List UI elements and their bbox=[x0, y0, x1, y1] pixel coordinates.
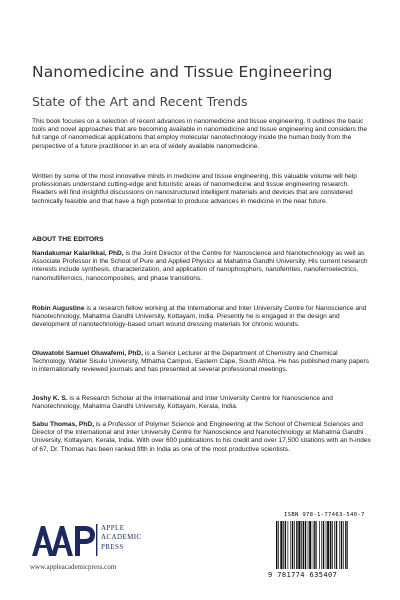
isbn-label: ISBN 978-1-77463-540-7 bbox=[284, 512, 365, 518]
publisher-name-line: ACADEMIC bbox=[101, 533, 142, 542]
publisher-name-line: PRESS bbox=[101, 542, 124, 551]
editor-name: Nandakumar Kalarikkal, PhD, bbox=[32, 250, 124, 257]
description-paragraph-2: Written by some of the most innovative minds in medicine and tissue engineering, this valuable volume will help professionals understand cutting-edge and futuristic areas of nanomedicine and tissue engineering research. Readers will find insightful discussions on nanostructured intelligent materials and devices that are considered technically feasible and that have a high potential to produce advances in medicine in the near future. bbox=[32, 173, 357, 205]
editor-name: Oluwatobi Samuel Oluwafemi, PhD, bbox=[32, 350, 144, 357]
editor-bio bbox=[32, 350, 372, 375]
editor-bio bbox=[32, 421, 372, 454]
editor-bio bbox=[32, 395, 372, 411]
publisher-logo-icon bbox=[30, 522, 98, 558]
barcode-icon bbox=[270, 521, 376, 571]
publisher-name-line: APPLE bbox=[101, 524, 125, 532]
editor-description: is the Joint Director of the Centre for Nanoscience and Nanotechnology as well as Associate Professor in the School of Pure and Applied Physics at Mahatma Gandhi University. His current research interests include synthesis, characterization, and application of nanophosphors, nanoferrites, nanoferroelectrics, nanomultiferroics, nanocomposites, and phase transitions. bbox=[32, 250, 368, 282]
editor-name: Joshy K. S. bbox=[32, 395, 68, 402]
book-title: Nanomedicine and Tissue Engineering bbox=[32, 63, 333, 81]
description-paragraph-1: This book focuses on a selection of recent advances in nanomedicine and tissue engineering. It outlines the basic tools and novel approaches that are becoming available in nanomedicine and tissue engineering and considers the full range of nanomedical applications that employ molecular nanotechnology inside the human body from the perspective of a future practitioner in an era of widely available nanomedicine. bbox=[32, 118, 368, 150]
editor-description: is a Research Scholar at the International and Inter University Centre for Nanoscience and Nanotechnology, Mahatma Gandhi University, Kottayam, Kerala, India. bbox=[32, 395, 333, 411]
publisher-name bbox=[101, 524, 161, 552]
editor-bio bbox=[32, 250, 372, 283]
editor-description: is a Senior Lecturer at the Department of Chemistry and Chemical Technology, Walter Sisulu University, Mthatha Campus, Eastern Cape, South Africa. He has published many papers in internationally reviewed journals and has presented at several professional meetings. bbox=[32, 350, 370, 374]
editor-description: is a Professor of Polymer Science and Engineering at the School of Chemical Sciences and Director of the International and Inter University Centre for Nanoscience and Nanotechnology at Mahatma Gandhi University, Kottayam, Kerala, India. With over 600 publications to his credit and over 17,500 citations with an h-index of 67, Dr. Thomas has been ranked fifth in India as one of the most productive scientists. bbox=[32, 421, 371, 453]
isbn-barcode bbox=[268, 512, 378, 584]
editor-name: Sabu Thomas, PhD, bbox=[32, 421, 94, 428]
book-subtitle: State of the Art and Recent Trends bbox=[32, 94, 248, 109]
barcode-digits: 9 781774 635407 bbox=[268, 571, 338, 579]
editor-name: Robin Augustine bbox=[32, 305, 85, 312]
editor-description: is a research fellow working at the International and Inter University Centre for Nanoscience and Nanotechnology, Mahatma Gandhi University, Kottayam, India. Presently he is engaged in the design and development of nanotechnology-based smart wound dressing materials for chronic wounds. bbox=[32, 305, 367, 329]
publisher-url: www.appleacademicpress.com bbox=[30, 563, 117, 571]
about-editors-heading: ABOUT THE EDITORS bbox=[32, 236, 104, 243]
editor-bio bbox=[32, 305, 372, 330]
